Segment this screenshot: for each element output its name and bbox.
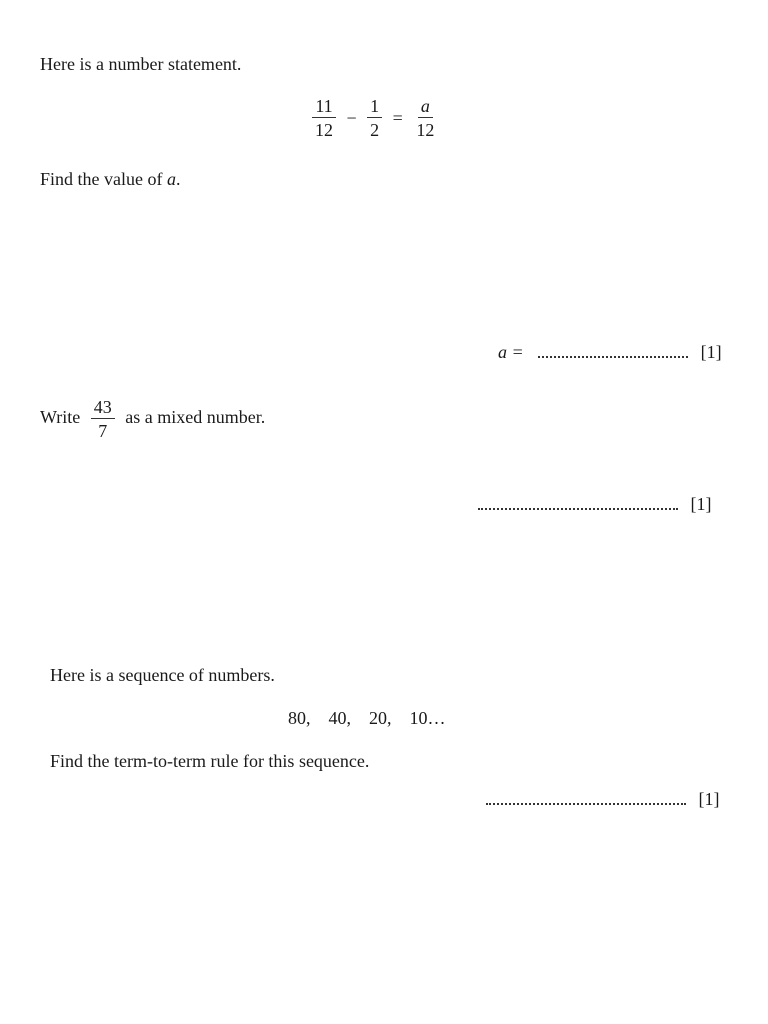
q3-answer-row — [486, 790, 720, 808]
q3-intro: Here is a sequence of numbers. — [50, 665, 275, 685]
q1-prompt — [40, 170, 180, 188]
q1-prompt-end: . — [175, 169, 181, 189]
q1-fraction-2-numerator: 1 — [367, 97, 382, 118]
q1-equals-sign: = — [392, 108, 403, 128]
q1-fraction-3-numerator: a — [418, 97, 433, 118]
q1-fraction-1-denominator: 12 — [315, 120, 333, 140]
q1-fraction-1 — [312, 97, 336, 139]
q2-rest-text: as a mixed number. — [125, 407, 266, 428]
q1-marks: [1] — [700, 342, 722, 362]
q3-prompt: Find the term-to-term rule for this sequence. — [50, 751, 370, 771]
q1-minus-sign: − — [346, 108, 357, 128]
q2-fraction — [91, 398, 115, 440]
q2-write-text: Write — [40, 407, 81, 428]
q1-answer-label: a = — [498, 342, 524, 362]
q2-answer-row — [478, 495, 712, 513]
q1-equation — [312, 97, 437, 139]
q1-fraction-1-numerator: 11 — [312, 97, 335, 118]
q1-answer-line[interactable] — [538, 356, 688, 358]
q1-answer-row — [498, 343, 722, 361]
q2-answer-line[interactable] — [478, 508, 678, 510]
q2-fraction-denominator: 7 — [98, 421, 108, 441]
q1-prompt-variable: a — [166, 169, 176, 189]
q1-fraction-3 — [413, 97, 437, 139]
q1-prompt-text: Find the value of — [40, 169, 167, 189]
q2-marks: [1] — [690, 494, 712, 514]
q1-intro: Here is a number statement. — [40, 54, 242, 74]
q3-answer-line[interactable] — [486, 803, 686, 805]
q3-marks: [1] — [698, 789, 720, 809]
q1-fraction-2-denominator: 2 — [370, 120, 380, 140]
q1-fraction-3-denominator: 12 — [416, 120, 435, 140]
q2-prompt — [40, 398, 265, 440]
q3-sequence: 80, 40, 20, 10… — [288, 708, 446, 728]
q2-fraction-numerator: 43 — [91, 398, 115, 419]
q1-fraction-2 — [367, 97, 382, 139]
